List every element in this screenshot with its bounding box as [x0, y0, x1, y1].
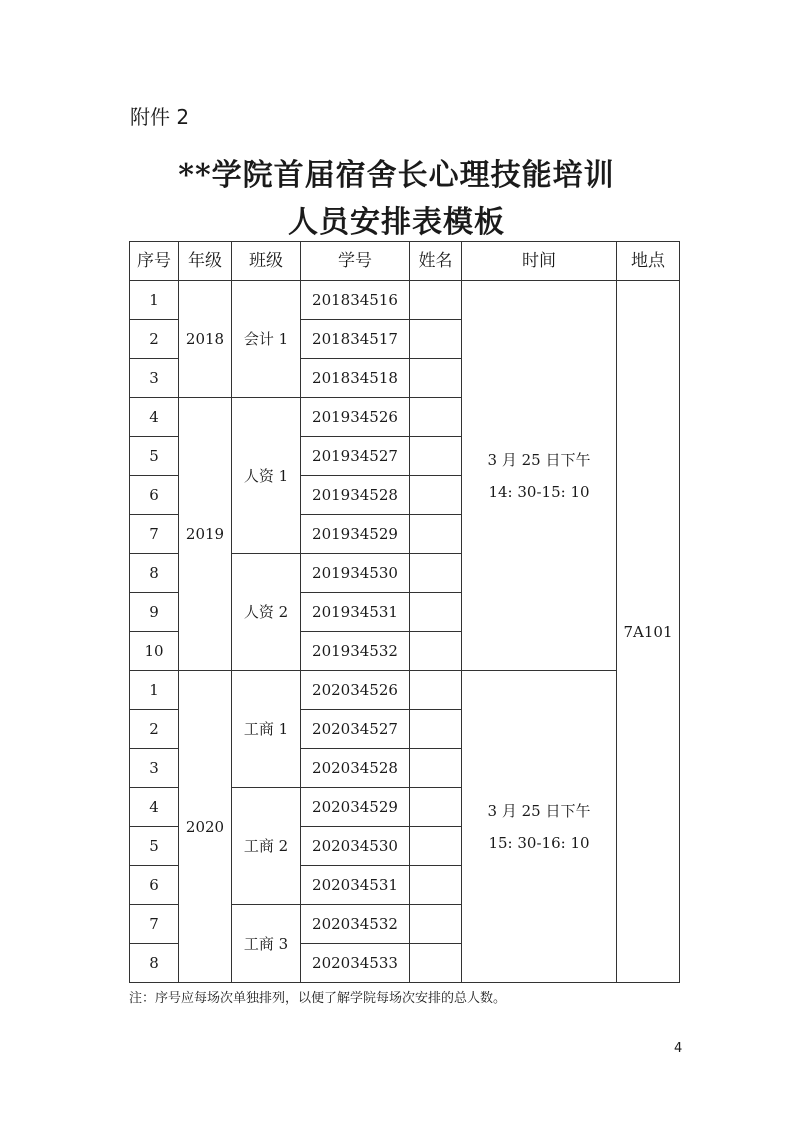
student-id-cell: 202034532	[301, 905, 410, 944]
seq-cell: 8	[130, 944, 179, 983]
student-id-cell: 202034531	[301, 866, 410, 905]
seq-cell: 2	[130, 710, 179, 749]
class-cell: 工商 1	[232, 671, 301, 788]
name-cell	[410, 320, 462, 359]
table-header-row	[130, 242, 680, 281]
name-cell	[410, 515, 462, 554]
student-id-cell: 201934530	[301, 554, 410, 593]
student-id-cell: 202034528	[301, 749, 410, 788]
name-cell	[410, 827, 462, 866]
time-range: 14: 30-15: 10	[488, 482, 590, 501]
name-cell	[410, 788, 462, 827]
student-id-cell: 202034529	[301, 788, 410, 827]
class-cell: 人资 2	[232, 554, 301, 671]
name-cell	[410, 593, 462, 632]
time-date: 3 月 25 日下午	[487, 450, 591, 469]
class-cell: 工商 3	[232, 905, 301, 983]
seq-cell: 7	[130, 515, 179, 554]
student-id-cell: 202034527	[301, 710, 410, 749]
seq-cell: 6	[130, 476, 179, 515]
student-id-cell: 201834516	[301, 281, 410, 320]
schedule-table	[129, 241, 680, 983]
student-id-cell: 201834518	[301, 359, 410, 398]
student-id-cell: 201934526	[301, 398, 410, 437]
student-id-cell: 201934527	[301, 437, 410, 476]
student-id-cell: 202034530	[301, 827, 410, 866]
time-cell	[462, 281, 617, 671]
time-range: 15: 30-16: 10	[488, 833, 590, 852]
student-id-cell: 201934531	[301, 593, 410, 632]
name-cell	[410, 398, 462, 437]
header-seq: 序号	[130, 242, 179, 281]
student-id-cell: 201934529	[301, 515, 410, 554]
student-id-cell: 202034526	[301, 671, 410, 710]
location-cell: 7A101	[617, 281, 680, 983]
header-grade: 年级	[179, 242, 232, 281]
student-id-cell: 201934532	[301, 632, 410, 671]
name-cell	[410, 281, 462, 320]
time-date: 3 月 25 日下午	[487, 801, 591, 820]
header-time: 时间	[462, 242, 617, 281]
document-title-line1: **学院首届宿舍长心理技能培训	[178, 158, 615, 193]
name-cell	[410, 749, 462, 788]
name-cell	[410, 866, 462, 905]
seq-cell: 4	[130, 398, 179, 437]
name-cell	[410, 554, 462, 593]
seq-cell: 4	[130, 788, 179, 827]
seq-cell: 8	[130, 554, 179, 593]
name-cell	[410, 905, 462, 944]
seq-cell: 5	[130, 437, 179, 476]
name-cell	[410, 437, 462, 476]
name-cell	[410, 632, 462, 671]
seq-cell: 5	[130, 827, 179, 866]
student-id-cell: 201834517	[301, 320, 410, 359]
seq-cell: 10	[130, 632, 179, 671]
seq-cell: 2	[130, 320, 179, 359]
time-cell	[462, 671, 617, 983]
footnote: 注：序号应每场次单独排列，以便了解学院每场次安排的总人数。	[129, 991, 507, 1006]
table-row	[130, 281, 680, 320]
seq-cell: 1	[130, 671, 179, 710]
seq-cell: 1	[130, 281, 179, 320]
class-cell: 工商 2	[232, 788, 301, 905]
name-cell	[410, 476, 462, 515]
page-number: 4	[674, 1041, 683, 1056]
student-id-cell: 201934528	[301, 476, 410, 515]
class-cell: 会计 1	[232, 281, 301, 398]
header-location: 地点	[617, 242, 680, 281]
seq-cell: 9	[130, 593, 179, 632]
grade-cell: 2020	[179, 671, 232, 983]
student-id-cell: 202034533	[301, 944, 410, 983]
seq-cell: 3	[130, 359, 179, 398]
header-class: 班级	[232, 242, 301, 281]
name-cell	[410, 944, 462, 983]
table-row	[130, 671, 680, 710]
header-student-id: 学号	[301, 242, 410, 281]
name-cell	[410, 671, 462, 710]
seq-cell: 7	[130, 905, 179, 944]
grade-cell: 2019	[179, 398, 232, 671]
header-name: 姓名	[410, 242, 462, 281]
name-cell	[410, 710, 462, 749]
seq-cell: 6	[130, 866, 179, 905]
attachment-label: 附件 2	[130, 105, 190, 129]
document-title-line2: 人员安排表模板	[288, 205, 505, 240]
grade-cell: 2018	[179, 281, 232, 398]
class-cell: 人资 1	[232, 398, 301, 554]
seq-cell: 3	[130, 749, 179, 788]
name-cell	[410, 359, 462, 398]
